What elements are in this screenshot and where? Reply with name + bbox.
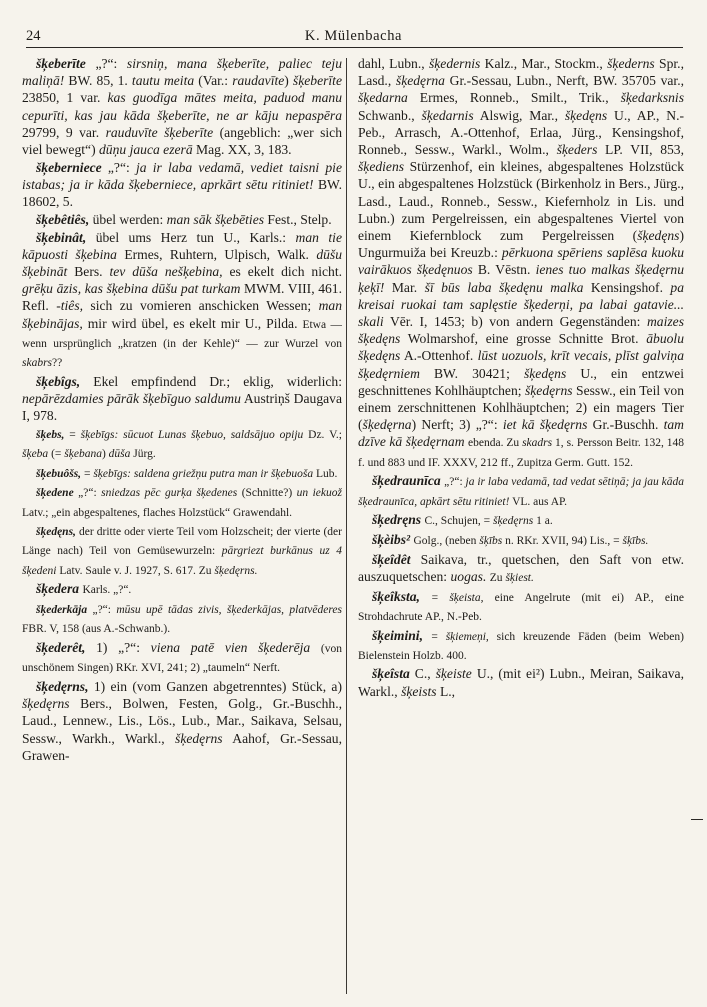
- dictionary-entry: šķeîdêt Saikava, tr., quetschen, den Saft von etw. auszuquetschen: uogas. Zu šķiest.: [358, 551, 684, 584]
- dictionary-entry: dahl, Lubn., šķedernis Kalz., Mar., Stockm., šķederns Spr., Lasd., šķedęrna Gr.-Sessau, Lubn., Nerft, BW. 35705 var., šķedarna Ermes, Ronneb., Smilt., Trik., šķedarksnis Schwanb., šķedarnis Alswig, Mar., šķedęns U., AP., N.-Peb., Arrasch, A.-Ottenhof, Erlaa, Jürg., Kensingshof, Ronneb., Sessw., Warkl., Wolm., šķeders LP. VII, 853, šķediens Stürzenhof, ein kleines, abgespaltenes Holzstück U., ein abgespaltenes Holzstück (Birkenholz in Bers., Jürg., Lasd., Laud., Ronneb., Sessw., Kiefernholz in Lis. und Lubn.) zum Pergelreissen, ein abgespaltenes Viertel von einem Kiefernblock zum Pergelreissen (šķedęns) Ungurmuiža bei Kreuzb.: pērkuona spēriens saplēsa kuoku vairākuos šķedęnuos B. Vēstn. ienes tuo malkas šķedęrnu ķeķī! Mar. šī būs laba šķedęnu malka Kensingshof. pa kreisai ruokai tam saplęstie šķederņi, pa labai gatavie... skali Vēr. I, 1453; b) von andern Gegenständen: maizes šķedęns Wolmarshof, eine grosse Schnitte Brot. ābuolu šķedęns A.-Ottenhof. lūst uozuols, krīt vecais, plīst galviņa šķedęrniem BW. 30421; šķedęns U., ein entzwei geschnittenes Kohlhäuptchen; šķedęrns Sessw., ein Teil von einem zerschnittenen Kohlhäuptchen; 2) ein magers Tier (šķedęrna) Nerft; 3) „?“: iet kā šķedęrns Gr.-Buschh. tam dzīve kā šķedęrnam ebenda. Zu skadrs 1, s. Persson Beitr. 132, 148 f. und 883 und IF. XXXV, 212 ff., Zupitza Germ. Gutt. 152.: [358, 56, 684, 469]
- dictionary-entry: šķedęrns, 1) ein (vom Ganzen abgetrenntes) Stück, a) šķedęrns Bers., Bolwen, Festen, Golg., Gr.-Buschh., Laud., Lennew., Lis., Lös., Lub., Mar., Saikava, Selsau, Sessw., Warkh., Warkl., šķedęrns Aahof, Gr.-Sessau, Grawen-: [22, 678, 342, 763]
- dictionary-entry: šķedene „?“: sniedzas pēc gurķa šķedenes (Schnitte?) un iekuož Latv.; „ein abgespaltenes, flaches Holzstück“ Grawendahl.: [22, 487, 342, 519]
- dictionary-entry: šķeberīte „?“: sirsniņ, mana šķeberīte, paliec teju maliņā! BW. 85, 1. tautu meita (Var.: raudavīte) šķeberīte 23850, 1 var. kas guodīga mātes meita, paduod manu cepurīti, kas jau kāda šķeberīte, ne ar kāju nepaspēra 29799, 9 var. rauduvīte šķeberīte (angeblich: „wer sich viel bewegt“) dūņu jauca ezerā Mag. XX, 3, 183.: [22, 56, 342, 158]
- dictionary-entry: šķebêtiês, übel werden: man sāk šķebēties Fest., Stelp.: [36, 211, 332, 227]
- dictionary-entry: šķederkāja „?“: mūsu upē tādas zivis, šķederkājas, platvēderes FBR. V, 158 (aus A.-Schwanb.).: [22, 604, 342, 636]
- running-title: K. Mülenbacha: [304, 28, 403, 44]
- page-header: [26, 26, 681, 46]
- dictionary-entry: šķebs, = šķebīgs: sūcuot Lunas šķebuo, saldsājuo opiju Dz. V.; šķeba (= šķebana) dūša Jürg.: [22, 428, 342, 460]
- margin-mark: [691, 819, 703, 820]
- dictionary-entry: šķedęns, der dritte oder vierte Teil vom Holzscheit; der vierte (der Länge nach) Teil von Gemüsewurzeln: pārgriezt burkānus uz 4 šķedeni Latv. Saule v. J. 1927, S. 617. Zu šķedęrns.: [22, 526, 342, 577]
- dictionary-entry: šķèibs² Golg., (neben šķībs n. RKr. XVII, 94) Lis., = šķībs.: [372, 531, 649, 547]
- dictionary-entry: šķeîksta, = šķeista, eine Angelrute (mit ei) AP., eine Strohdachrute AP., N.-Peb.: [358, 588, 684, 623]
- dictionary-entry: šķedraunīca „?“: ja ir laba vedamā, tad vedat sētiņā; ja jau kāda šķedraunīca, apkārt sētu ritiniet! VL. aus AP.: [358, 473, 684, 508]
- right-column: [358, 55, 684, 995]
- dictionary-entry: šķebinât, übel ums Herz tun U., Karls.: man tie kāpuosti šķebina Ermes, Ruhtern, Ulpisch, Walk. dūšu šķebināt Bers. tev dūša nešķebina, es ekelt dich nicht. grēķu āzis, kas šķebina dūšu pat turkam MWM. VIII, 461. Refl. -tiês, sich zu vomieren anschicken Wessen; man šķebinājas, mir wird übel, es ekelt mir U., Pilda. Etwa — wenn ursprünglich „kratzen (in der Kehle)“ — zur Wurzel von skabrs??: [22, 229, 342, 369]
- column-divider: [346, 58, 347, 994]
- dictionary-entry: šķeberniece „?“: ja ir laba vedamā, vediet taisni pie istabas; ja ir kāda šķeberniece, aprkārt sētu ritiniet! BW. 18602, 5.: [22, 159, 342, 210]
- left-column: [22, 55, 342, 995]
- dictionary-entry: šķedręns C., Schujen, = šķedęrns 1 a.: [372, 512, 553, 528]
- dictionary-entry: šķebuôšs, = šķebīgs: saldena griežņu putra man ir šķebuoša Lub.: [36, 467, 338, 480]
- dictionary-entry: šķedera Karls. „?“.: [36, 581, 132, 597]
- dictionary-entry: šķederêt, 1) „?“: viena patē vien šķederēja (von unschönem Singen) RKr. XVI, 241; 2) „taumeln“ Nerft.: [22, 640, 342, 675]
- dictionary-entry: šķeîsta C., šķeiste U., (mit ei²) Lubn., Meiran, Saikava, Warkl., šķeists L.,: [358, 666, 684, 699]
- page-number: 24: [26, 28, 41, 44]
- header-rule: [26, 47, 683, 48]
- dictionary-entry: šķebîgs, Ekel empfindend Dr.; eklig, widerlich: nepārēzdamies pārāk šķebīguo saldumu Austriņš Daugava I, 978.: [22, 373, 342, 424]
- dictionary-entry: šķeimini, = šķiemeņi, sich kreuzende Fäden (beim Weben) Bielenstein Holzb. 400.: [358, 627, 684, 662]
